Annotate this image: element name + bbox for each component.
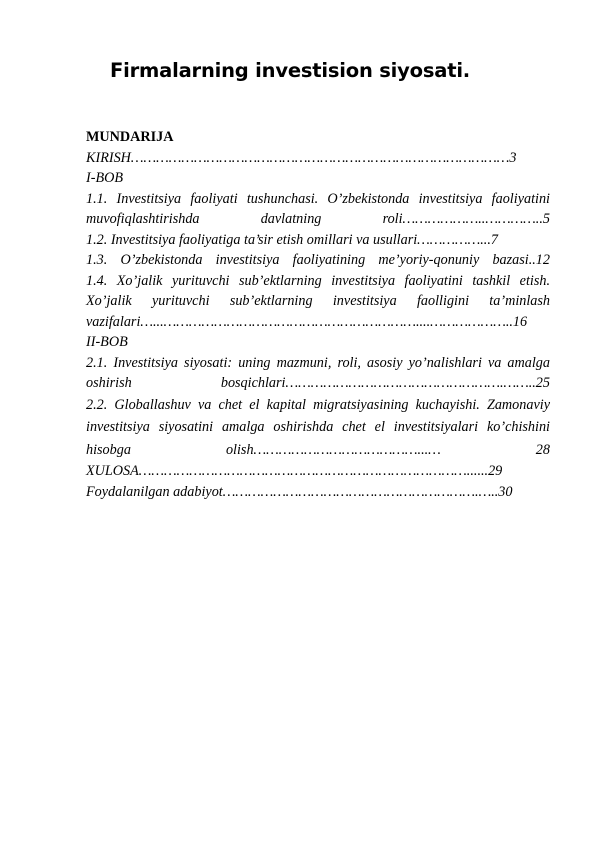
toc-entry-introduction: KIRISH………………………………………………………………………………3 <box>86 149 517 166</box>
toc-entry-1-2: 1.2. Investitsiya faoliyatiga ta’sir etish omillari va usullari……………...7 <box>86 231 498 248</box>
toc-entry-1-3: 1.3. O’zbekistonda investitsiya faoliyatining me’yoriy-qonuniy bazasi..12 <box>86 252 550 268</box>
toc-entry-2-1: 2.1. Investitsiya siyosati: uning mazmuni, roli, asosiy yo’nalishlari va amalga oshirish bosqichlari…………………………………………….……..25 <box>86 354 550 391</box>
document-title: Firmalarning investision siyosati. <box>110 59 471 82</box>
toc-heading: MUNDARIJA <box>86 129 174 145</box>
toc-entry-references: Foydalanilgan adabiyot…………………………………………………….…..30 <box>86 483 513 500</box>
toc-chapter-1-heading: I-BOB <box>86 170 124 186</box>
table-of-contents <box>86 127 550 502</box>
toc-entry-1-1: 1.1. Investitsiya faoliyati tushunchasi. O’zbekistonda investitsiya faoliyatini muvofiqlashtirishda davlatning roli………………..…………..5 <box>86 190 550 227</box>
toc-entry-2-2: 2.2. Globallashuv va chet el kapital migratsiyasining kuchayishi. Zamonaviy investitsiya siyosatini amalga oshirishda chet el investitsiyalari ko’chishini hisobga olish…………………………………...… 28 <box>86 396 550 458</box>
toc-chapter-2-heading: II-BOB <box>86 334 128 350</box>
toc-entry-conclusion: XULOSA……………………………………………………………………......29 <box>86 463 503 479</box>
toc-entry-1-4: 1.4. Xo’jalik yurituvchi sub’ektlarning investitsiya faoliyatini tashkil etish. Xo’jalik yurituvchi sub’ektlarning investitsiya faolligini ta’minlash vazifalari…...……………………………………………………....………………..16 <box>86 272 550 330</box>
